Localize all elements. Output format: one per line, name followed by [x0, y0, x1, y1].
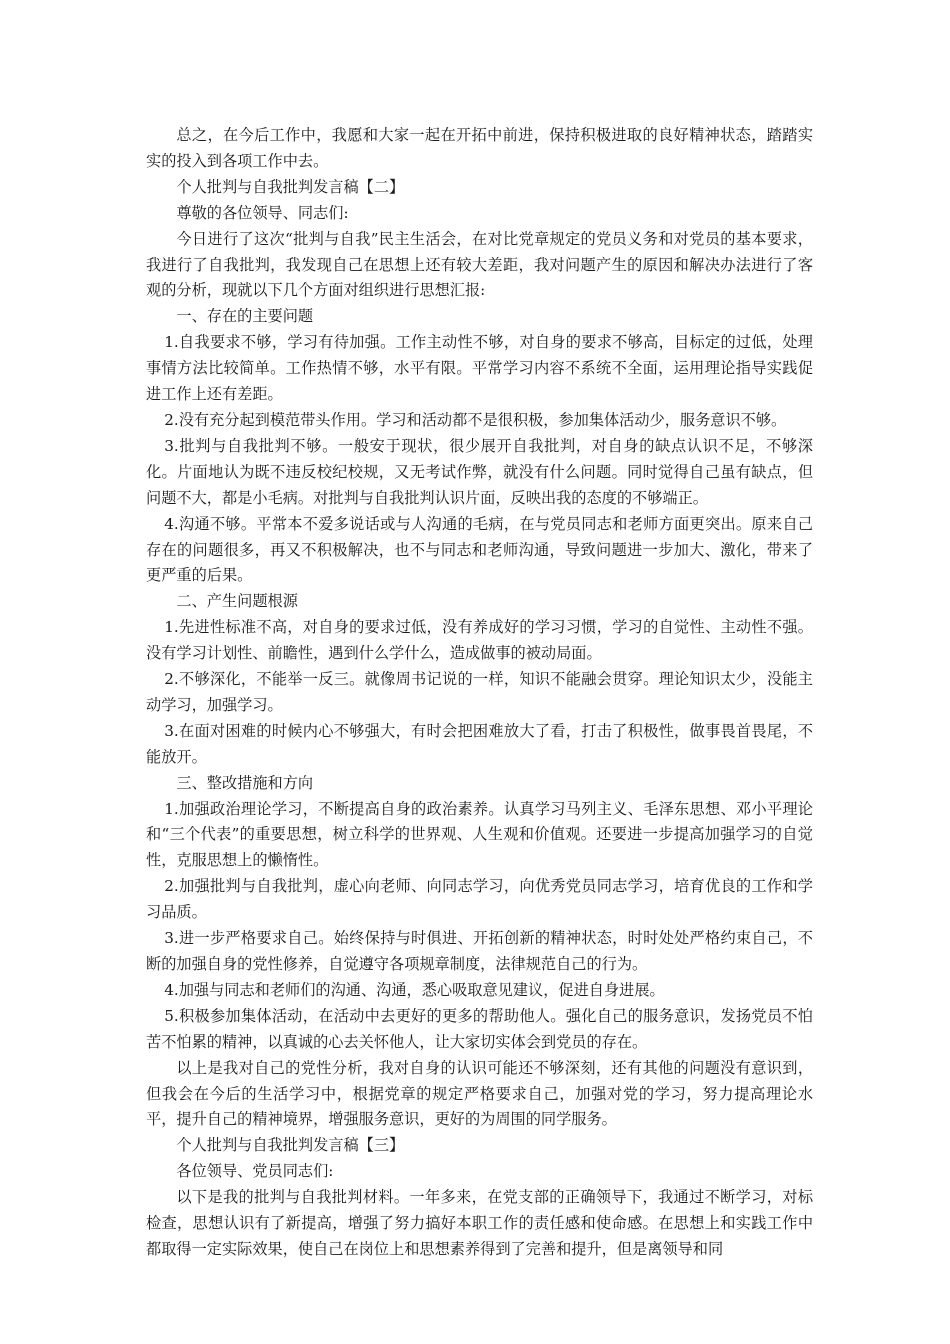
problem-item-4: 4.沟通不够。平常本不爱多说话或与人沟通的毛病，在与党员同志和老师方面更突出。原来自己存在的问题很多，再又不积极解决，也不与同志和老师沟通，导致问题进一步加大、激化，带来了更严重的后果。: [146, 514, 813, 585]
cause-item-3: 3.在面对困难的时候内心不够强大，有时会把困难放大了看，打击了积极性，做事畏首畏尾，不能放开。: [146, 721, 813, 766]
heading-root-causes: 二、产生问题根源: [176, 592, 298, 611]
closing-paragraph: 总之，在今后工作中，我愿和大家一起在开拓中前进，保持积极进取的良好精神状态，踏踏实实的投入到各项工作中去。: [146, 126, 813, 170]
section-title-2: 个人批判与自我批判发言稿【二】: [176, 177, 405, 196]
problem-item-1: 1.自我要求不够，学习有待加强。工作主动性不够，对自身的要求不够高，目标定的过低，处理事情方法比较简单。工作热情不够，水平有限。平常学习内容不系统不全面，运用理论指导实践促进工作上还有差距。: [146, 333, 813, 404]
heading-problems: 一、存在的主要问题: [176, 307, 314, 326]
salutation-2: 各位领导、党员同志们:: [176, 1162, 334, 1181]
heading-measures: 三、整改措施和方向: [176, 773, 314, 792]
measure-item-1: 1.加强政治理论学习，不断提高自身的政治素养。认真学习马列主义、毛泽东思想、邓小平理论和“三个代表”的重要思想，树立科学的世界观、人生观和价值观。还要进一步提高加强学习的自觉性，克服思想上的懒惰性。: [146, 799, 813, 870]
problem-item-2: 2.没有充分起到模范带头作用。学习和活动都不是很积极，参加集体活动少，服务意识不够。: [164, 410, 787, 429]
document-body: [146, 123, 813, 1263]
measure-item-2: 2.加强批判与自我批判，虚心向老师、向同志学习，向优秀党员同志学习，培育优良的工作和学习品质。: [146, 877, 813, 922]
problem-item-3: 3.批判与自我批判不够。一般安于现状，很少展开自我批判，对自身的缺点认识不足，不够深化。片面地认为既不违反校纪校规，又无考试作弊，就没有什么问题。同时觉得自己虽有缺点，但问题不大，都是小毛病。对批判与自我批判认识片面，反映出我的态度的不够端正。: [146, 436, 813, 507]
section-title-3: 个人批判与自我批判发言稿【三】: [176, 1136, 405, 1155]
intro-paragraph: 今日进行了这次“批判与自我”民主生活会，在对比党章规定的党员义务和对党员的基本要求，我进行了自我批判，我发现自己在思想上还有较大差距，我对问题产生的原因和解决办法进行了客观的分析，现就以下几个方面对组织进行思想汇报:: [146, 229, 813, 300]
measure-item-3: 3.进一步严格要求自己。始终保持与时俱进、开拓创新的精神状态，时时处处严格约束自己，不断的加强自身的党性修养，自觉遵守各项规章制度，法律规范自己的行为。: [146, 929, 813, 973]
salutation: 尊敬的各位领导、同志们:: [176, 203, 349, 222]
measure-item-5: 5.积极参加集体活动，在活动中去更好的更多的帮助他人。强化自己的服务意识，发扬党员不怕苦不怕累的精神，以真诚的心去关怀他人，让大家切实体会到党员的存在。: [146, 1006, 813, 1051]
measure-item-4: 4.加强与同志和老师们的沟通、沟通，悉心吸取意见建议，促进自身进展。: [164, 980, 665, 999]
cause-item-1: 1.先进性标准不高，对自身的要求过低，没有养成好的学习习惯，学习的自觉性、主动性不强。没有学习计划性、前瞻性，遇到什么学什么，造成做事的被动局面。: [146, 618, 813, 663]
cause-item-2: 2.不够深化，不能举一反三。就像周书记说的一样，知识不能融会贯穿。理论知识太少，没能主动学习，加强学习。: [146, 670, 813, 714]
summary-paragraph: 以上是我对自己的党性分析，我对自身的认识可能还不够深刻，还有其他的问题没有意识到，但我会在今后的生活学习中，根据党章的规定严格要求自己，加强对党的学习，努力提高理论水平，提升自己的精神境界，增强服务意识，更好的为周围的同学服务。: [146, 1058, 813, 1129]
opening-paragraph-3: 以下是我的批判与自我批判材料。一年多来，在党支部的正确领导下，我通过不断学习，对标检查，思想认识有了新提高，增强了努力搞好本职工作的责任感和使命感。在思想上和实践工作中都取得一定实际效果，使自己在岗位上和思想素养得到了完善和提升，但是离领导和同: [146, 1188, 813, 1258]
